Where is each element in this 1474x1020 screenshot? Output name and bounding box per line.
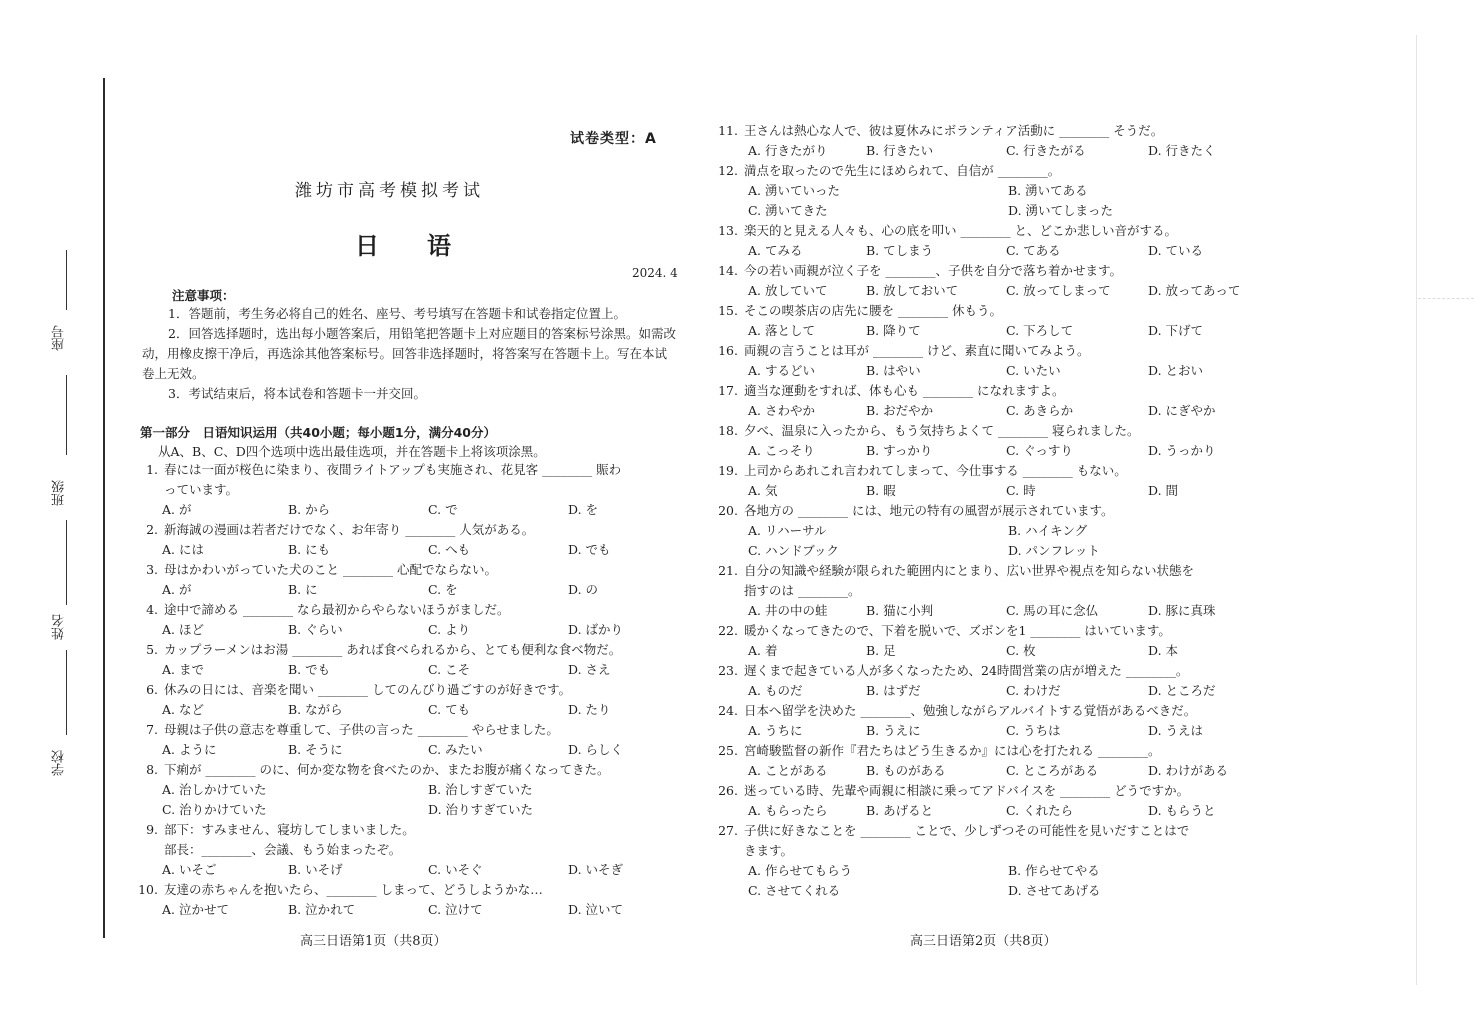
answer-option: C. 泣けて	[428, 902, 483, 917]
answer-option: A. いそご	[162, 862, 217, 877]
question-number: 15.	[718, 303, 738, 318]
question-stem	[718, 261, 1263, 281]
question-number: 8.	[146, 762, 158, 777]
question-stem	[138, 880, 678, 900]
question-item	[718, 781, 1263, 821]
option-row	[718, 481, 1263, 501]
option-row	[138, 780, 678, 800]
question-number: 25.	[718, 743, 738, 758]
answer-option: A. 作らせてもらう	[748, 863, 853, 878]
answer-option: D. にぎやか	[1148, 403, 1216, 418]
option-row	[718, 521, 1263, 541]
question-item	[138, 880, 678, 920]
answer-option: B. はずだ	[866, 683, 921, 698]
side-field-label: 班级	[52, 480, 67, 506]
answer-option: A. 井の中の蛙	[748, 603, 828, 618]
question-stem	[138, 680, 678, 700]
question-stem	[138, 820, 678, 840]
question-item	[138, 680, 678, 720]
option-row	[718, 361, 1263, 381]
answer-option: A. 治しかけていた	[162, 782, 267, 797]
question-text: 各地方の ________ には、地元の特有の風習が展示されています。	[744, 503, 1114, 518]
part-instruction: 从A、B、C、D四个选项中选出最佳选项，并在答题卡上将该项涂黑。	[158, 444, 546, 459]
question-text: 満点を取ったので先生にほめられて、自信が ________。	[744, 163, 1061, 178]
option-row	[138, 860, 678, 880]
answer-option: A. ように	[162, 742, 217, 757]
answer-option: C. ても	[428, 702, 471, 717]
question-number: 16.	[718, 343, 738, 358]
answer-option: B. でも	[288, 662, 331, 677]
side-field-line	[66, 650, 67, 735]
answer-option: B. 足	[866, 643, 896, 658]
answer-option: C. を	[428, 582, 458, 597]
question-number: 2.	[146, 522, 158, 537]
option-row	[718, 801, 1263, 821]
option-row	[718, 281, 1263, 301]
answer-option: B. あげると	[866, 803, 934, 818]
answer-option: C. 湧いてきた	[748, 203, 828, 218]
question-number: 11.	[718, 123, 738, 138]
question-text: 楽天的と見える人々も、心の底を叩い ________ と、どこか悲しい音がする。	[744, 223, 1177, 238]
question-text: 自分の知識や経験が限られた範囲内にとまり、広い世界や視点を知らない状態を	[744, 563, 1195, 578]
side-field-school	[50, 750, 69, 776]
answer-option: C. てある	[1006, 243, 1061, 258]
side-field-line	[66, 375, 67, 455]
question-number: 3.	[146, 562, 158, 577]
question-number: 7.	[146, 722, 158, 737]
note-item: 2．回答选择题时，选出每小题答案后，用铅笔把答题卡上对应题目的答案标号涂黑。如需改动，用橡皮擦干净后，再选涂其他答案标号。回答非选择题时，将答案写在答题卡上。写在本试卷上无效。	[142, 326, 676, 381]
answer-option: A. ことがある	[748, 763, 828, 778]
question-stem	[718, 301, 1263, 321]
answer-option: C. へも	[428, 542, 471, 557]
question-item	[718, 701, 1263, 741]
answer-option: D. 行きたく	[1148, 143, 1216, 158]
question-stem	[718, 421, 1263, 441]
answer-option: D. ばかり	[568, 622, 624, 637]
question-text: 子供に好きなことを ________ ことで、少しずつその可能性を見いだすことはで	[744, 823, 1190, 838]
answer-option: A. 気	[748, 483, 778, 498]
answer-option: D. ところだ	[1148, 683, 1216, 698]
answer-option: B. 降りて	[866, 323, 921, 338]
answer-option: C. で	[428, 502, 458, 517]
question-text: 母親は子供の意志を尊重して、子供の言った ________ やらせました。	[164, 722, 559, 737]
question-item	[138, 820, 678, 880]
answer-option: B. うえに	[866, 723, 921, 738]
binding-line	[103, 78, 105, 938]
question-item	[138, 520, 678, 560]
question-text: 下痢が ________ のに、何か変な物を食べたのか、またお腹が痛くなってきた。	[164, 762, 610, 777]
question-number: 10.	[138, 882, 158, 897]
answer-option: D. でも	[568, 542, 611, 557]
answer-option: B. ながら	[288, 702, 343, 717]
answer-option: B. 治しすぎていた	[428, 782, 533, 797]
question-stem	[718, 501, 1263, 521]
page-footer-right: 高三日语第2页（共8页）	[910, 934, 1057, 949]
question-item	[718, 341, 1263, 381]
side-field-name	[50, 614, 69, 640]
answer-option: C. うちは	[1006, 723, 1061, 738]
side-field-label: 学校	[52, 750, 67, 776]
paper-type: 试卷类型：A	[570, 131, 657, 147]
answer-option: A. 着	[748, 643, 778, 658]
question-stem	[718, 161, 1263, 181]
answer-option: C. あきらか	[1006, 403, 1074, 418]
answer-option: C. こそ	[428, 662, 471, 677]
question-stem	[718, 121, 1263, 141]
question-item	[718, 161, 1263, 221]
question-text: 途中で諦める ________ なら最初からやらないほうがましだ。	[164, 602, 510, 617]
answer-option: B. てしまう	[866, 243, 934, 258]
question-item	[138, 460, 678, 520]
answer-option: B. 放しておいて	[866, 283, 959, 298]
question-number: 9.	[146, 822, 158, 837]
question-stem	[718, 461, 1263, 481]
option-row	[138, 800, 678, 820]
option-row	[718, 401, 1263, 421]
notes-title: 注意事项：	[172, 288, 235, 303]
answer-option: A. 湧いていった	[748, 183, 840, 198]
answer-option: D. 放ってあって	[1148, 283, 1241, 298]
question-text: 今の若い両親が泣く子を ________、子供を自分で落ち着かせます。	[744, 263, 1122, 278]
answer-option: C. 枚	[1006, 643, 1036, 658]
exam-date: 2024. 4	[632, 266, 678, 280]
option-row	[718, 601, 1263, 621]
option-row	[718, 641, 1263, 661]
part-title: 第一部分 日语知识运用（共40小题；每小题1分，满分40分）	[140, 425, 496, 440]
answer-option: A. 泣かせて	[162, 902, 229, 917]
answer-option: B. おだやか	[866, 403, 934, 418]
answer-option: A. てみる	[748, 243, 803, 258]
subject-title: 日语	[355, 232, 499, 260]
option-row	[718, 241, 1263, 261]
answer-option: C. いそぐ	[428, 862, 483, 877]
answer-option: B. にも	[288, 542, 331, 557]
answer-option: D. ている	[1148, 243, 1204, 258]
answer-option: A. 落として	[748, 323, 815, 338]
answer-option: C. 放ってしまって	[1006, 283, 1111, 298]
option-row	[718, 721, 1263, 741]
question-text: 春には一面が桜色に染まり、夜間ライトアップも実施され、花見客 ________ 賑わ	[164, 462, 622, 477]
answer-option: A. まで	[162, 662, 204, 677]
question-number: 4.	[146, 602, 158, 617]
question-text: 宮崎駿監督の新作『君たちはどう生きるか』には心を打たれる ________。	[744, 743, 1161, 758]
answer-option: D. いそぎ	[568, 862, 624, 877]
question-stem	[718, 221, 1263, 241]
question-stem	[138, 760, 678, 780]
answer-option: A. が	[162, 582, 192, 597]
option-row	[718, 441, 1263, 461]
answer-option: D. 間	[1148, 483, 1179, 498]
side-field-class	[50, 480, 69, 506]
answer-option: B. はやい	[866, 363, 921, 378]
question-number: 22.	[718, 623, 738, 638]
answer-option: C. 時	[1006, 483, 1036, 498]
answer-option: C. より	[428, 622, 471, 637]
question-number: 23.	[718, 663, 738, 678]
question-text-continued: っています。	[164, 482, 239, 497]
question-number: 14.	[718, 263, 738, 278]
option-row	[138, 620, 678, 640]
option-row	[718, 761, 1263, 781]
question-item	[718, 381, 1263, 421]
question-text: 母はかわいがっていた犬のこと ________ 心配でならない。	[164, 562, 497, 577]
question-number: 12.	[718, 163, 738, 178]
answer-option: B. に	[288, 582, 318, 597]
question-number: 24.	[718, 703, 738, 718]
answer-option: A. するどい	[748, 363, 815, 378]
option-row	[138, 900, 678, 920]
answer-option: D. さえ	[568, 662, 611, 677]
question-stem	[138, 720, 678, 740]
question-number: 17.	[718, 383, 738, 398]
option-row	[138, 500, 678, 520]
answer-option: B. から	[288, 502, 331, 517]
question-item	[138, 720, 678, 760]
question-stem	[718, 561, 1263, 581]
question-number: 26.	[718, 783, 738, 798]
answer-option: C. 行きたがる	[1006, 143, 1086, 158]
answer-option: A. うちに	[748, 723, 803, 738]
option-row	[718, 141, 1263, 161]
question-stem	[138, 560, 678, 580]
question-text: 両親の言うことは耳が ________ けど、素直に聞いてみよう。	[744, 343, 1090, 358]
question-text: 遅くまで起きている人が多くなったため、24時間営業の店が増えた ________。	[744, 663, 1189, 678]
answer-option: C. ぐっすり	[1006, 443, 1073, 458]
question-stem	[138, 520, 678, 540]
question-text: 暖かくなってきたので、下着を脱いで、ズボンを1 ________ はいています。	[744, 623, 1171, 638]
question-text: 休みの日には、音楽を聞い ________ してのんびり過ごすのが好きです。	[164, 682, 571, 697]
answer-option: D. うっかり	[1148, 443, 1216, 458]
question-stem	[718, 701, 1263, 721]
option-row	[138, 660, 678, 680]
option-row	[718, 321, 1263, 341]
question-number: 19.	[718, 463, 738, 478]
option-row	[138, 580, 678, 600]
note-item: 1．答题前，考生务必将自己的姓名、座号、考号填写在答题卡和试卷指定位置上。	[168, 306, 626, 321]
question-text: 日本へ留学を決めた ________、勉強しながらアルバイトする覚悟があるべきだ。	[744, 703, 1197, 718]
answer-option: A. ほど	[162, 622, 204, 637]
answer-option: B. 行きたい	[866, 143, 934, 158]
question-number: 13.	[718, 223, 738, 238]
question-stem	[138, 600, 678, 620]
answer-option: A. など	[162, 702, 204, 717]
answer-option: D. とおい	[1148, 363, 1204, 378]
question-stem	[138, 460, 678, 480]
question-text: 新海誠の漫画は若者だけでなく、お年寄り ________ 人気がある。	[164, 522, 535, 537]
question-item	[718, 821, 1263, 901]
question-item	[718, 221, 1263, 261]
page-footer-left: 高三日语第1页（共8页）	[300, 934, 447, 949]
page-edge-line	[1416, 35, 1417, 985]
question-stem	[718, 821, 1263, 841]
option-row	[718, 861, 1263, 881]
question-stem	[718, 341, 1263, 361]
question-stem	[718, 661, 1263, 681]
option-row	[718, 681, 1263, 701]
answer-option: B. 暇	[866, 483, 896, 498]
side-field-label: 姓名	[52, 614, 67, 640]
question-item	[718, 121, 1263, 161]
answer-option: D. の	[568, 582, 599, 597]
answer-option: A. 行きたがり	[748, 143, 828, 158]
option-row	[718, 881, 1263, 901]
side-field-seat	[50, 325, 69, 351]
answer-option: C. いたい	[1006, 363, 1061, 378]
answer-option: D. 豚に真珠	[1148, 603, 1216, 618]
answer-option: D. らしく	[568, 742, 624, 757]
answer-option: D. 治りすぎていた	[428, 802, 534, 817]
side-field-line	[66, 520, 67, 605]
answer-option: B. 湧いてある	[1008, 183, 1088, 198]
question-item	[138, 760, 678, 820]
answer-option: B. 作らせてやる	[1008, 863, 1100, 878]
answer-option: A. こっそり	[748, 443, 815, 458]
question-item	[138, 600, 678, 640]
question-stem	[718, 621, 1263, 641]
answer-option: B. ものがある	[866, 763, 946, 778]
question-number: 20.	[718, 503, 738, 518]
answer-option: A. 放していて	[748, 283, 828, 298]
question-item	[138, 640, 678, 680]
answer-option: B. そうに	[288, 742, 343, 757]
answer-option: C. ところがある	[1006, 763, 1099, 778]
question-number: 1.	[146, 462, 158, 477]
question-item	[718, 501, 1263, 561]
answer-option: D. たり	[568, 702, 611, 717]
question-item	[718, 461, 1263, 501]
option-row	[138, 740, 678, 760]
question-item	[718, 621, 1263, 661]
question-number: 27.	[718, 823, 738, 838]
question-text: 友達の赤ちゃんを抱いたら、________ しまって、どうしようかな…	[164, 882, 543, 897]
page-edge-dash	[1418, 298, 1474, 299]
question-stem	[718, 781, 1263, 801]
question-text-continued: 指すのは ________。	[744, 583, 861, 598]
answer-option: D. わけがある	[1148, 763, 1229, 778]
answer-option: A. ものだ	[748, 683, 803, 698]
answer-option: B. いそげ	[288, 862, 343, 877]
question-stem	[718, 381, 1263, 401]
question-number: 6.	[146, 682, 158, 697]
question-text: そこの喫茶店の店先に腰を ________ 休もう。	[744, 303, 1002, 318]
option-row	[138, 700, 678, 720]
question-text: 適当な運動をすれば、体も心も ________ になれますよ。	[744, 383, 1065, 398]
question-number: 5.	[146, 642, 158, 657]
question-stem	[138, 640, 678, 660]
answer-option: D. もらうと	[1148, 803, 1216, 818]
question-item	[718, 561, 1263, 621]
answer-option: B. ぐらい	[288, 622, 343, 637]
answer-option: A. リハーサル	[748, 523, 827, 538]
answer-option: D. 本	[1148, 643, 1179, 658]
answer-option: C. わけだ	[1006, 683, 1061, 698]
question-text: 上司からあれこれ言われてしまって、今仕事する ________ もない。	[744, 463, 1127, 478]
answer-option: B. ハイキング	[1008, 523, 1088, 538]
question-text: 夕べ、温泉に入ったから、もう気持ちよくて ________ 寝られました。	[744, 423, 1140, 438]
question-number: 21.	[718, 563, 738, 578]
question-text: 迷っている時、先輩や両親に相談に乗ってアドバイスを ________ どうですか。	[744, 783, 1190, 798]
question-text: 王さんは熱心な人で、彼は夏休みにボランティア活動に ________ そうだ。	[744, 123, 1164, 138]
answer-option: B. すっかり	[866, 443, 933, 458]
answer-option: C. させてくれる	[748, 883, 841, 898]
option-row	[718, 181, 1263, 201]
answer-option: D. うえは	[1148, 723, 1204, 738]
question-stem	[718, 741, 1263, 761]
notes	[142, 304, 677, 404]
question-text: 部下：すみません、寝坊してしまいました。	[164, 822, 415, 837]
answer-option: C. くれたら	[1006, 803, 1074, 818]
answer-option: D. させてあげる	[1008, 883, 1101, 898]
answer-option: D. パンフレット	[1008, 543, 1100, 558]
question-item	[718, 301, 1263, 341]
answer-option: A. が	[162, 502, 192, 517]
question-item	[718, 741, 1263, 781]
question-item	[718, 421, 1263, 461]
answer-option: B. 泣かれて	[288, 902, 356, 917]
question-number: 18.	[718, 423, 738, 438]
answer-option: C. ハンドブック	[748, 543, 839, 558]
answer-option: A. には	[162, 542, 204, 557]
option-row	[718, 201, 1263, 221]
question-text-continued: 部長：________、会議、もう始まったぞ。	[164, 842, 402, 857]
side-field-line	[66, 250, 67, 310]
question-text-continued: きます。	[744, 843, 794, 858]
answer-option: A. もらったら	[748, 803, 828, 818]
answer-option: D. 泣いて	[568, 902, 624, 917]
question-text: カップラーメンはお湯 ________ あれば食べられるから、とても便利な食べ物だ。	[164, 642, 622, 657]
option-row	[718, 541, 1263, 561]
questions-left-column	[138, 460, 678, 920]
answer-option: A. さわやか	[748, 403, 815, 418]
answer-option: C. 下ろして	[1006, 323, 1074, 338]
questions-right-column	[718, 121, 1263, 901]
option-row	[138, 540, 678, 560]
question-item	[718, 261, 1263, 301]
answer-option: C. みたい	[428, 742, 483, 757]
answer-option: D. 湧いてしまった	[1008, 203, 1114, 218]
side-field-label: 座号	[52, 325, 67, 351]
answer-option: B. 猫に小判	[866, 603, 934, 618]
answer-option: D. 下げて	[1148, 323, 1204, 338]
question-item	[718, 661, 1263, 701]
note-item: 3．考试结束后，将本试卷和答题卡一并交回。	[168, 386, 426, 401]
exam-title: 潍坊市高考模拟考试	[295, 181, 484, 201]
answer-option: C. 馬の耳に念仏	[1006, 603, 1099, 618]
answer-option: C. 治りかけていた	[162, 802, 267, 817]
question-item	[138, 560, 678, 600]
answer-option: D. を	[568, 502, 599, 517]
